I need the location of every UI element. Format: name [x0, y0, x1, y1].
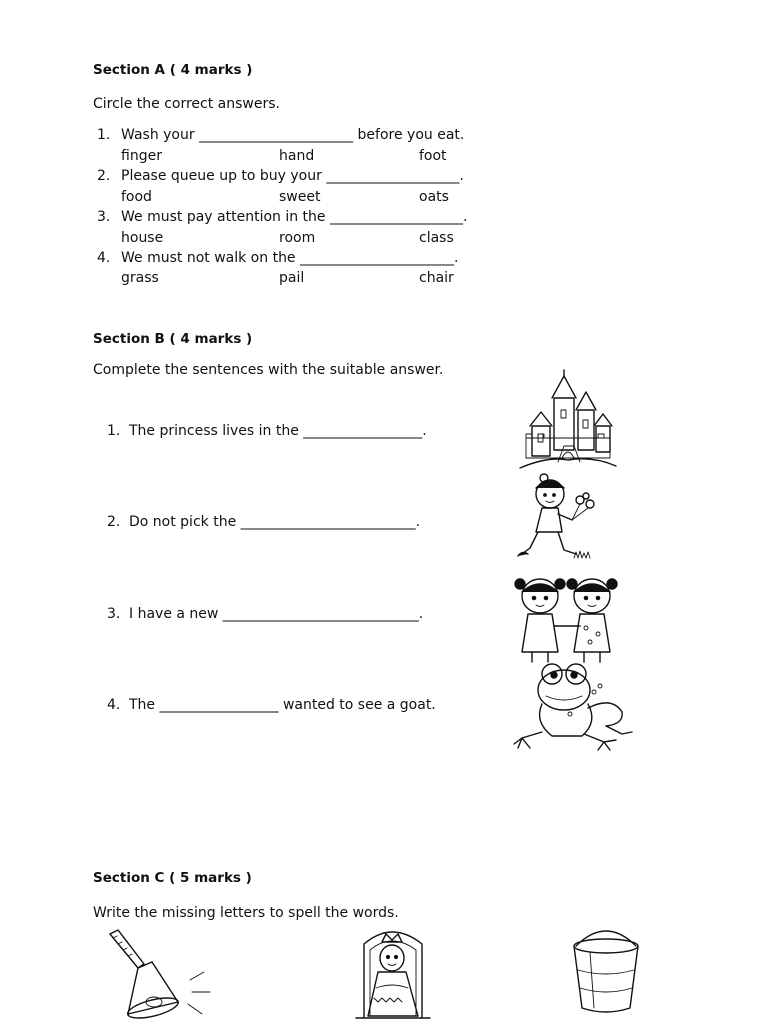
question-number: 3.: [97, 209, 111, 225]
answer-option: chair: [419, 270, 454, 286]
question-number: 1.: [107, 423, 121, 439]
section-b-heading: Section B ( 4 marks ): [93, 331, 253, 347]
answer-option: grass: [121, 270, 159, 286]
twin-dolls-illustration: [514, 572, 616, 664]
section-a-instruction: Circle the correct answers.: [93, 96, 280, 112]
question-number: 4.: [97, 250, 111, 266]
section-c-heading: Section C ( 5 marks ): [93, 870, 252, 886]
question-text: We must pay attention in the ___________________.: [121, 209, 468, 225]
answer-option: class: [419, 230, 454, 246]
queen-on-throne-illustration: [346, 924, 438, 1022]
girl-picking-flowers-illustration: [514, 470, 600, 568]
answer-option: house: [121, 230, 164, 246]
section-b-instruction: Complete the sentences with the suitable answer.: [93, 362, 444, 378]
frog-illustration: [512, 662, 634, 752]
section-a-heading: Section A ( 4 marks ): [93, 62, 253, 78]
answer-option: room: [279, 230, 316, 246]
question-text: Please queue up to buy your ___________________.: [121, 168, 464, 184]
answer-option: finger: [121, 148, 162, 164]
pail-illustration: [566, 920, 646, 1018]
question-number: 4.: [107, 697, 121, 713]
question-text: We must not walk on the ______________________.: [121, 250, 459, 266]
section-c-instruction: Write the missing letters to spell the words.: [93, 905, 399, 921]
question-text: The _________________ wanted to see a goat.: [129, 697, 436, 713]
question-number: 3.: [107, 606, 121, 622]
question-text: The princess lives in the _________________.: [129, 423, 427, 439]
question-number: 2.: [97, 168, 111, 184]
question-number: 2.: [107, 514, 121, 530]
question-text: I have a new ____________________________.: [129, 606, 424, 622]
question-text: Wash your ______________________ before you eat.: [121, 127, 465, 143]
lamp-illustration: [104, 928, 214, 1018]
castle-illustration: [518, 370, 618, 472]
answer-option: pail: [279, 270, 305, 286]
answer-option: oats: [419, 189, 449, 205]
answer-option: foot: [419, 148, 447, 164]
answer-option: food: [121, 189, 152, 205]
question-text: Do not pick the _________________________.: [129, 514, 421, 530]
answer-option: sweet: [279, 189, 321, 205]
question-number: 1.: [97, 127, 111, 143]
answer-option: hand: [279, 148, 315, 164]
